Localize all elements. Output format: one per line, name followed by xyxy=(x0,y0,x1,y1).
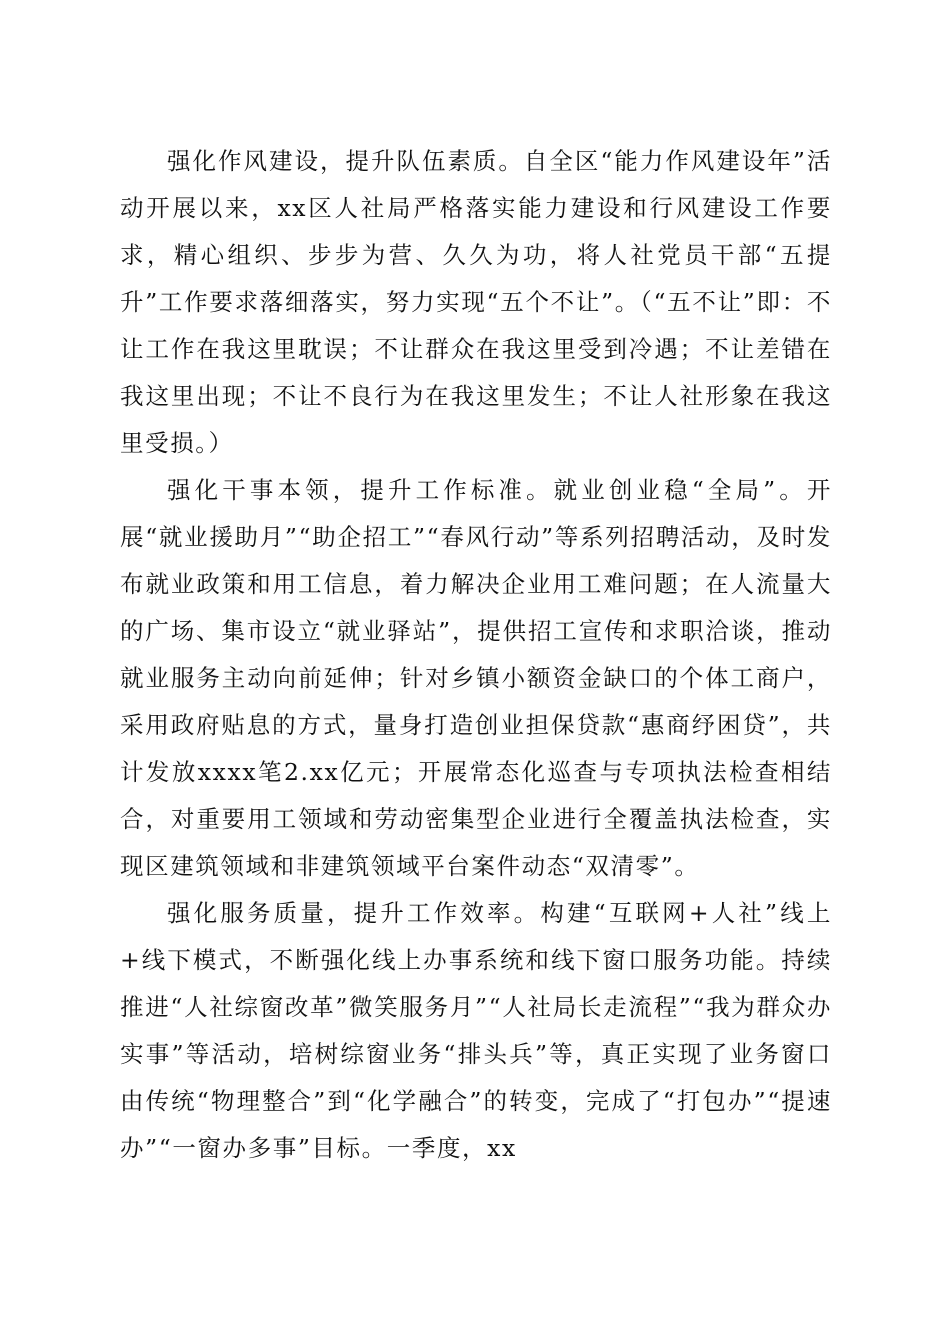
paragraph-style-building: 强化作风建设，提升队伍素质。自全区“能力作风建设年”活动开展以来，xx区人社局严格落实能力建设和行风建设工作要求，精心组织、步步为营、久久为功，将人社党员干部“五提升”工作要求落细落实，努力实现“五个不让”。（“五不让”即：不让工作在我这里耽误；不让群众在我这里受到冷遇；不让差错在我这里出现；不让不良行为在我这里发生；不让人社形象在我这里受损。） xyxy=(120,147,832,457)
paragraph-work-skills: 强化干事本领，提升工作标准。就业创业稳“全局”。开展“就业援助月”“助企招工”“春风行动”等系列招聘活动，及时发布就业政策和用工信息，着力解决企业用工难问题；在人流量大的广场、集市设立“就业驿站”，提供招工宣传和求职洽谈，推动就业服务主动向前延伸；针对乡镇小额资金缺口的个体工商户，采用政府贴息的方式，量身打造创业担保贷款“惠商纾困贷”，共计发放xxxx笔2.xx亿元；开展常态化巡查与专项执法检查相结合，对重要用工领域和劳动密集型企业进行全覆盖执法检查，实现区建筑领域和非建筑领域平台案件动态“双清零”。 xyxy=(120,476,832,880)
document-body xyxy=(120,138,832,1172)
paragraph-service-quality: 强化服务质量，提升工作效率。构建“互联网+人社”线上+线下模式，不断强化线上办事系统和线下窗口服务功能。持续推进“人社综窗改革”微笑服务月”“人社局长走流程”“我为群众办实事”等活动，培树综窗业务“排头兵”等，真正实现了业务窗口由传统“物理整合”到“化学融合”的转变，完成了“打包办”“提速办”“一窗办多事”目标。一季度，xx xyxy=(120,899,832,1162)
